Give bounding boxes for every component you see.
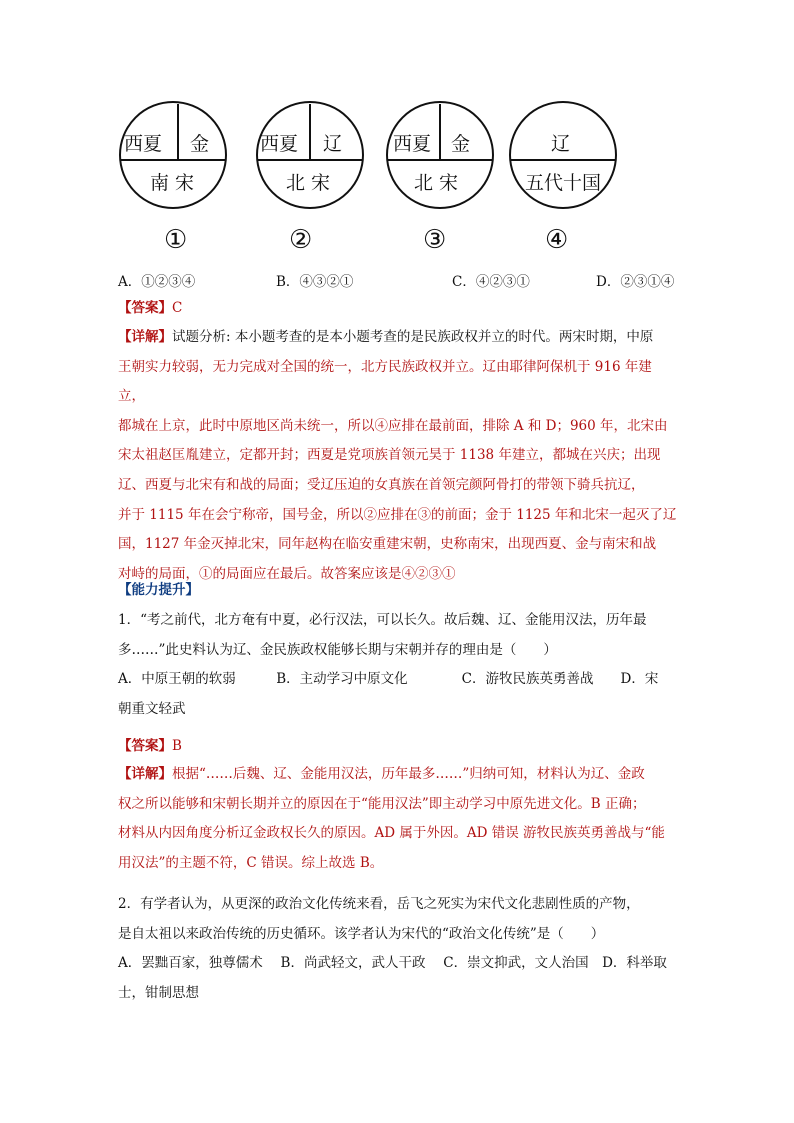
q0-detail-label: 【详解】: [118, 329, 172, 345]
circle-2-bottom: 北 宋: [286, 172, 331, 194]
q2-stem: [118, 890, 678, 1008]
q0-detail-line: 国，1127 年金灭掉北宋，同年赵构在临安重建宋朝，史称南宋，出现西夏、金与南宋和战: [118, 536, 657, 553]
q0-option-b[interactable]: B．④③②①: [276, 274, 354, 290]
q0-detail-line: 辽、西夏与北宋有和战的局面；受辽压迫的女真族在首领完颜阿骨打的带领下骑兵抗辽，: [118, 476, 645, 493]
q1-answer: [118, 736, 182, 756]
q0-detail-line: 宋太祖赵匡胤建立，定都开封；西夏是党项族首领元昊于 1138 年建立，都城在兴庆；出现: [118, 447, 661, 464]
q1-options-line-2[interactable]: 朝重文轻武: [118, 700, 186, 717]
circle-2-top-left: 西夏: [260, 133, 299, 155]
circle-3-bottom: 北 宋: [414, 172, 459, 194]
circle-1-top-left: 西夏: [124, 133, 163, 155]
q0-detail-line: 都城在上京，此时中原地区尚未统一，所以④应排在最前面，排除 A 和 D；960 年，北宋由: [118, 417, 668, 434]
circle-4-number: ④: [545, 225, 569, 255]
q0-detail-line: 并于 1115 年在会宁称帝，国号金，所以②应排在③的前面；金于 1125 年和北宋一起灭了辽: [118, 506, 677, 523]
circle-3-top-left: 西夏: [393, 133, 432, 155]
circle-3-number: ③: [423, 225, 447, 255]
q0-answer: [118, 298, 182, 318]
circle-3-top-right: 金: [451, 133, 471, 155]
q1-detail: [118, 760, 678, 878]
circle-1-number: ①: [164, 225, 188, 255]
circles-diagram: [118, 102, 678, 272]
section-title: 【能力提升】: [118, 582, 199, 598]
q1-stem-line: 多……”此史料认为辽、金民族政权能够长期与宋朝并存的理由是（ ）: [118, 641, 557, 658]
q0-option-c[interactable]: C．④②③①: [452, 274, 530, 290]
q2-stem-line: 2．有学者认为，从更深的政治文化传统来看，岳飞之死实为宋代文化悲剧性质的产物，: [118, 896, 640, 912]
circle-3: [387, 102, 493, 255]
q1-detail-line: 用汉法”的主题不符，C 错误。综上故选 B。: [118, 854, 384, 871]
q0-detail-line: 对峙的局面，①的局面应在最后。故答案应该是④②③①: [118, 565, 456, 582]
q1-detail-line: 【详解】根据“……后魏、辽、金能用汉法，历年最多……”归纳可知，材料认为辽、金政: [118, 766, 645, 782]
q1-detail-line: 权之所以能够和宋朝长期并立的原因在于“能用汉法”即主动学习中原先进文化。B 正确；: [118, 795, 646, 812]
q0-answer-label: 【答案】: [118, 300, 172, 316]
q2-stem-line: 是自太祖以来政治传统的历史循环。该学者认为宋代的“政治文化传统”是（ ）: [118, 925, 605, 942]
circle-2: [257, 102, 363, 255]
q2-options-line-2[interactable]: 士，钳制思想: [118, 984, 199, 1001]
q0-detail: [118, 323, 678, 589]
q1-answer-value: B: [172, 738, 182, 754]
q1-detail-line: 材料从内因角度分析辽金政权长久的原因。AD 属于外因。AD 错误 游牧民族英勇善战与“能: [118, 825, 665, 842]
circle-1-bottom: 南 宋: [150, 172, 195, 194]
circle-4-bottom: 五代十国: [525, 172, 602, 194]
q0-option-a[interactable]: A．①②③④: [118, 274, 196, 290]
circle-4: [510, 102, 616, 255]
q1-detail-label: 【详解】: [118, 766, 172, 782]
q0-option-d[interactable]: D．②③①④: [596, 274, 675, 290]
circle-4-top: 辽: [551, 133, 571, 155]
dynasty-circles-figure: [118, 102, 678, 272]
q1-stem-line: 1．“考之前代，北方奄有中夏，必行汉法，可以长久。故后魏、辽、金能用汉法，历年最: [118, 612, 647, 628]
circle-1: [120, 102, 226, 255]
q0-detail-line: 【详解】试题分析: 本小题考查的是本小题考查的是民族政权并立的时代。两宋时期，中原: [118, 329, 654, 345]
q1-options-line[interactable]: A．中原王朝的软弱 B．主动学习中原文化 C．游牧民族英勇善战 D．宋: [118, 671, 659, 688]
q0-answer-value: C: [172, 300, 183, 316]
circle-2-top-right: 辽: [323, 133, 343, 155]
circle-2-number: ②: [289, 225, 313, 255]
q0-detail-line: 王朝实力较弱，无力完成对全国的统一，北方民族政权并立。辽由耶律阿保机于 916 年建立，: [118, 358, 652, 405]
q1-stem: [118, 606, 678, 724]
circle-1-top-right: 金: [190, 133, 210, 155]
q2-options-line[interactable]: A．罢黜百家，独尊儒术 B．尚武轻文，武人干政 C．崇文抑武，文人治国 D．科举取: [118, 955, 667, 972]
q1-answer-label: 【答案】: [118, 738, 172, 754]
